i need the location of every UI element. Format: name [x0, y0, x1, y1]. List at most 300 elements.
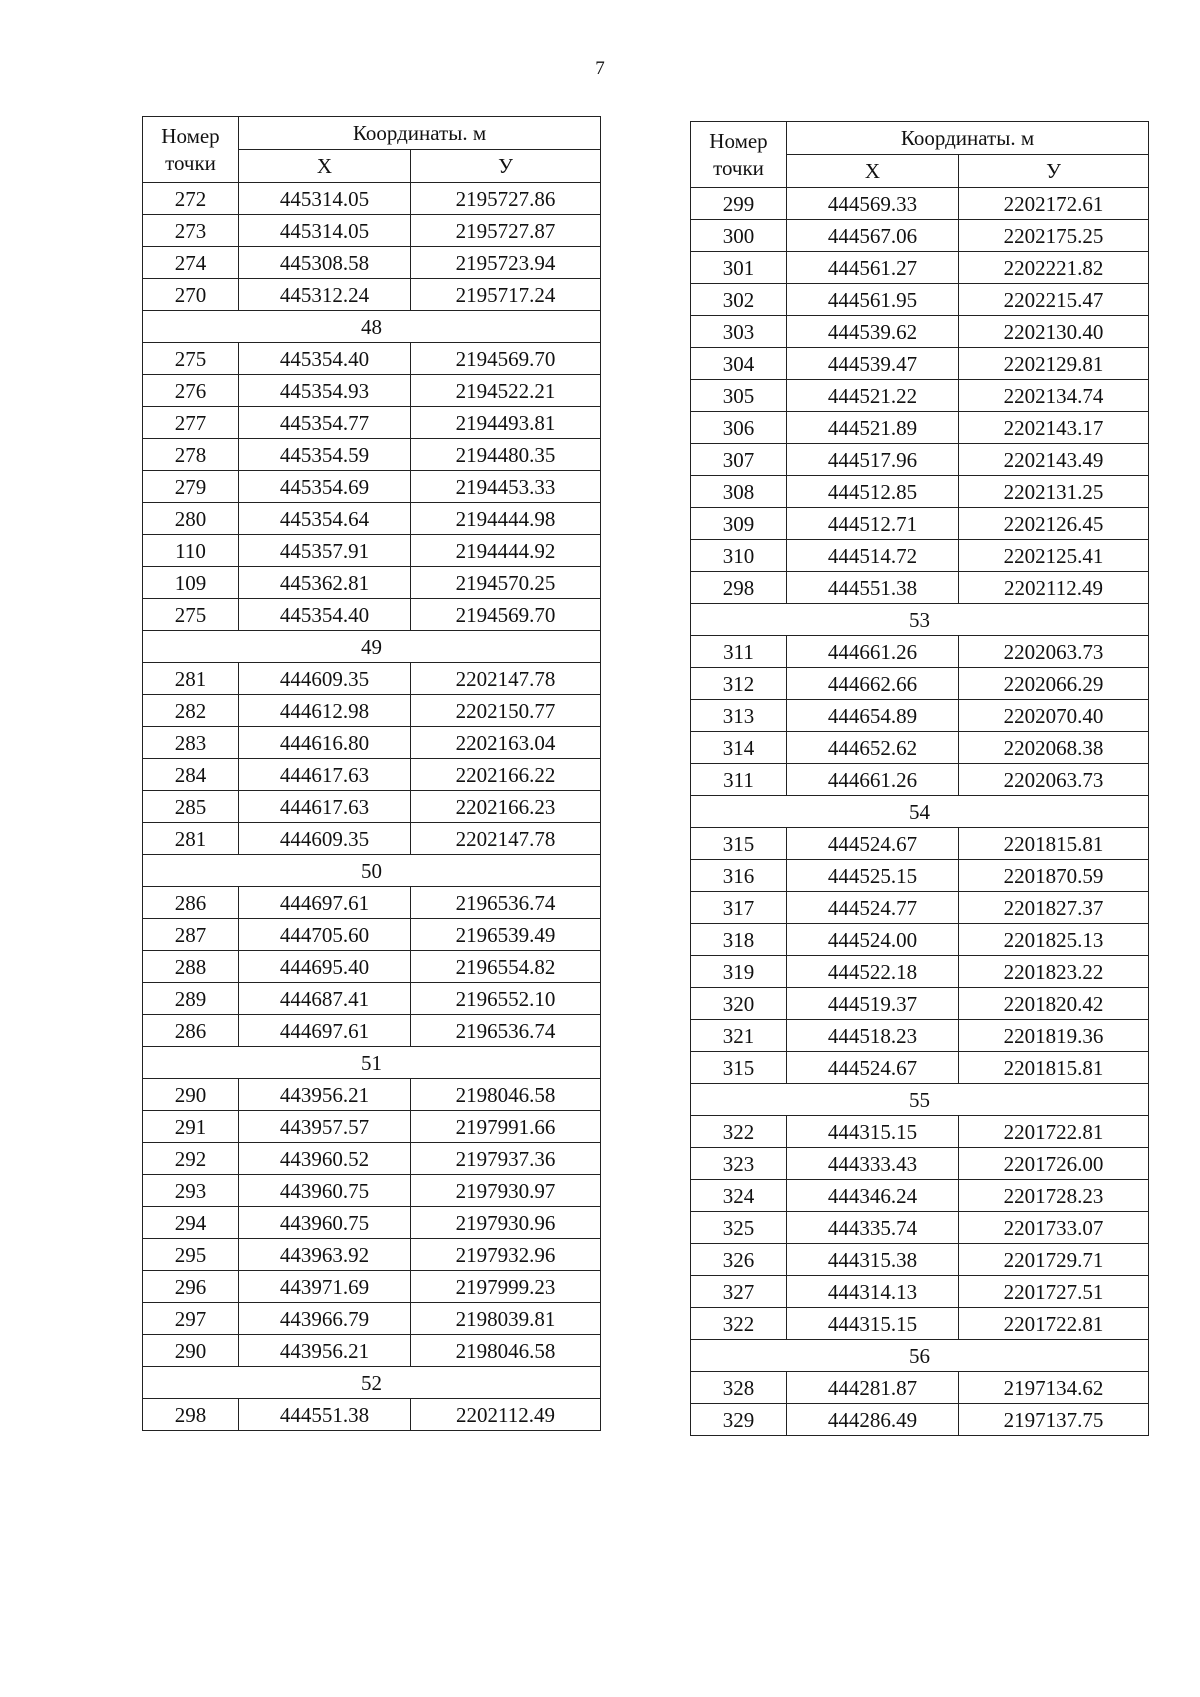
point-number-cell: 284 — [143, 759, 239, 791]
x-coordinate-cell: 445354.69 — [239, 471, 411, 503]
point-number-cell: 320 — [691, 988, 787, 1020]
y-coordinate-cell: 2195727.86 — [411, 183, 601, 215]
point-number-cell: 309 — [691, 508, 787, 540]
section-number: 51 — [143, 1047, 601, 1079]
y-coordinate-cell: 2195727.87 — [411, 215, 601, 247]
table-row — [143, 1175, 601, 1207]
section-number: 52 — [143, 1367, 601, 1399]
y-coordinate-cell: 2201727.51 — [959, 1276, 1149, 1308]
y-coordinate-cell: 2201815.81 — [959, 1052, 1149, 1084]
y-coordinate-cell: 2201722.81 — [959, 1308, 1149, 1340]
x-coordinate-cell: 444652.62 — [787, 732, 959, 764]
point-number-cell: 319 — [691, 956, 787, 988]
point-number-cell: 278 — [143, 439, 239, 471]
point-number-cell: 281 — [143, 823, 239, 855]
table-row — [143, 407, 601, 439]
table-row — [143, 343, 601, 375]
table-row — [143, 247, 601, 279]
table-row — [691, 1020, 1149, 1052]
point-number-cell: 110 — [143, 535, 239, 567]
section-number: 55 — [691, 1084, 1149, 1116]
x-coordinate-cell: 445354.64 — [239, 503, 411, 535]
table-row — [143, 535, 601, 567]
point-number-cell: 109 — [143, 567, 239, 599]
point-number-cell: 297 — [143, 1303, 239, 1335]
y-coordinate-cell: 2202112.49 — [411, 1399, 601, 1431]
y-coordinate-cell: 2197991.66 — [411, 1111, 601, 1143]
y-coordinate-cell: 2202125.41 — [959, 540, 1149, 572]
x-coordinate-cell: 444539.62 — [787, 316, 959, 348]
y-coordinate-cell: 2197932.96 — [411, 1239, 601, 1271]
table-row — [143, 567, 601, 599]
y-coordinate-cell: 2202215.47 — [959, 284, 1149, 316]
point-number-cell: 314 — [691, 732, 787, 764]
y-coordinate-cell: 2201823.22 — [959, 956, 1149, 988]
point-number-cell: 286 — [143, 1015, 239, 1047]
table-row — [691, 252, 1149, 284]
x-coordinate-cell: 444514.72 — [787, 540, 959, 572]
point-number-cell: 329 — [691, 1404, 787, 1436]
x-coordinate-cell: 444522.18 — [787, 956, 959, 988]
point-number-cell: 298 — [143, 1399, 239, 1431]
x-coordinate-cell: 444315.38 — [787, 1244, 959, 1276]
point-number-cell: 322 — [691, 1308, 787, 1340]
table-row — [691, 1308, 1149, 1340]
point-number-cell: 280 — [143, 503, 239, 535]
table-row — [143, 215, 601, 247]
table-row — [691, 732, 1149, 764]
x-coordinate-cell: 444315.15 — [787, 1116, 959, 1148]
point-number-cell: 312 — [691, 668, 787, 700]
y-coordinate-cell: 2201815.81 — [959, 828, 1149, 860]
x-coordinate-cell: 444512.85 — [787, 476, 959, 508]
y-coordinate-cell: 2196554.82 — [411, 951, 601, 983]
y-coordinate-cell: 2201728.23 — [959, 1180, 1149, 1212]
table-row — [143, 503, 601, 535]
table-row — [691, 508, 1149, 540]
point-number-cell: 324 — [691, 1180, 787, 1212]
coordinates-table-left — [142, 116, 601, 1431]
table-row — [691, 1052, 1149, 1084]
section-row — [691, 1084, 1149, 1116]
y-coordinate-cell: 2202143.17 — [959, 412, 1149, 444]
table-row — [143, 919, 601, 951]
section-row — [691, 1340, 1149, 1372]
point-number-cell: 323 — [691, 1148, 787, 1180]
y-coordinate-cell: 2201729.71 — [959, 1244, 1149, 1276]
table-row — [691, 476, 1149, 508]
x-coordinate-cell: 444281.87 — [787, 1372, 959, 1404]
x-header: Х — [239, 150, 411, 183]
table-row — [691, 284, 1149, 316]
y-coordinate-cell: 2196536.74 — [411, 1015, 601, 1047]
y-coordinate-cell: 2202172.61 — [959, 188, 1149, 220]
y-coordinate-cell: 2194570.25 — [411, 567, 601, 599]
point-number-cell: 286 — [143, 887, 239, 919]
point-number-cell: 322 — [691, 1116, 787, 1148]
x-coordinate-cell: 444521.22 — [787, 380, 959, 412]
y-coordinate-cell: 2202221.82 — [959, 252, 1149, 284]
table-row — [143, 823, 601, 855]
y-coordinate-cell: 2201870.59 — [959, 860, 1149, 892]
point-number-cell: 275 — [143, 599, 239, 631]
y-coordinate-cell: 2201825.13 — [959, 924, 1149, 956]
point-number-cell: 305 — [691, 380, 787, 412]
x-coordinate-cell: 444617.63 — [239, 759, 411, 791]
y-coordinate-cell: 2197137.75 — [959, 1404, 1149, 1436]
y-coordinate-cell: 2194444.92 — [411, 535, 601, 567]
y-coordinate-cell: 2194480.35 — [411, 439, 601, 471]
section-number: 49 — [143, 631, 601, 663]
y-coordinate-cell: 2202068.38 — [959, 732, 1149, 764]
point-number-cell: 310 — [691, 540, 787, 572]
x-coordinate-cell: 444561.95 — [787, 284, 959, 316]
x-coordinate-cell: 444661.26 — [787, 764, 959, 796]
x-coordinate-cell: 443960.75 — [239, 1175, 411, 1207]
y-coordinate-cell: 2197930.97 — [411, 1175, 601, 1207]
table-row — [691, 540, 1149, 572]
point-number-cell: 299 — [691, 188, 787, 220]
x-coordinate-cell: 444609.35 — [239, 663, 411, 695]
y-coordinate-cell: 2202143.49 — [959, 444, 1149, 476]
point-number-cell: 283 — [143, 727, 239, 759]
point-number-cell: 273 — [143, 215, 239, 247]
y-coordinate-cell: 2195723.94 — [411, 247, 601, 279]
x-coordinate-cell: 444687.41 — [239, 983, 411, 1015]
y-header: У — [411, 150, 601, 183]
x-coordinate-cell: 444612.98 — [239, 695, 411, 727]
table-body-right — [691, 188, 1149, 1436]
table-row — [143, 663, 601, 695]
point-number-cell: 317 — [691, 892, 787, 924]
x-coordinate-cell: 444567.06 — [787, 220, 959, 252]
y-coordinate-cell: 2202130.40 — [959, 316, 1149, 348]
x-coordinate-cell: 444525.15 — [787, 860, 959, 892]
point-number-cell: 308 — [691, 476, 787, 508]
point-number-cell: 274 — [143, 247, 239, 279]
y-coordinate-cell: 2198046.58 — [411, 1335, 601, 1367]
section-number: 56 — [691, 1340, 1149, 1372]
x-coordinate-cell: 444569.33 — [787, 188, 959, 220]
table-row — [691, 412, 1149, 444]
table-row — [143, 1015, 601, 1047]
table-row — [691, 572, 1149, 604]
y-coordinate-cell: 2196552.10 — [411, 983, 601, 1015]
y-coordinate-cell: 2194522.21 — [411, 375, 601, 407]
y-coordinate-cell: 2198039.81 — [411, 1303, 601, 1335]
y-coordinate-cell: 2201722.81 — [959, 1116, 1149, 1148]
x-coordinate-cell: 444346.24 — [787, 1180, 959, 1212]
y-coordinate-cell: 2196539.49 — [411, 919, 601, 951]
point-number-cell: 277 — [143, 407, 239, 439]
point-number-cell: 287 — [143, 919, 239, 951]
x-coordinate-cell: 445308.58 — [239, 247, 411, 279]
table-row — [691, 636, 1149, 668]
y-coordinate-cell: 2194493.81 — [411, 407, 601, 439]
y-coordinate-cell: 2197937.36 — [411, 1143, 601, 1175]
y-coordinate-cell: 2197930.96 — [411, 1207, 601, 1239]
x-coordinate-cell: 444561.27 — [787, 252, 959, 284]
section-row — [143, 311, 601, 343]
table-row — [143, 1239, 601, 1271]
point-number-cell: 321 — [691, 1020, 787, 1052]
x-header: Х — [787, 155, 959, 188]
section-row — [143, 1367, 601, 1399]
table-row — [691, 188, 1149, 220]
point-number-cell: 303 — [691, 316, 787, 348]
coordinates-table-right — [690, 121, 1149, 1436]
x-coordinate-cell: 444551.38 — [239, 1399, 411, 1431]
x-coordinate-cell: 445357.91 — [239, 535, 411, 567]
table-row — [143, 439, 601, 471]
point-number-cell: 304 — [691, 348, 787, 380]
point-number-header: Номер точки — [143, 117, 239, 183]
y-coordinate-cell: 2194569.70 — [411, 599, 601, 631]
table-row — [143, 279, 601, 311]
point-number-cell: 294 — [143, 1207, 239, 1239]
y-coordinate-cell: 2202063.73 — [959, 764, 1149, 796]
table-row — [691, 860, 1149, 892]
table-row — [143, 727, 601, 759]
point-number-cell: 307 — [691, 444, 787, 476]
section-row — [691, 796, 1149, 828]
x-coordinate-cell: 444286.49 — [787, 1404, 959, 1436]
point-number-cell: 301 — [691, 252, 787, 284]
y-coordinate-cell: 2202070.40 — [959, 700, 1149, 732]
y-coordinate-cell: 2202129.81 — [959, 348, 1149, 380]
table-row — [691, 828, 1149, 860]
point-number-cell: 290 — [143, 1335, 239, 1367]
table-row — [691, 1276, 1149, 1308]
y-coordinate-cell: 2202166.22 — [411, 759, 601, 791]
table-row — [691, 668, 1149, 700]
x-coordinate-cell: 445314.05 — [239, 215, 411, 247]
point-number-cell: 311 — [691, 764, 787, 796]
x-coordinate-cell: 443966.79 — [239, 1303, 411, 1335]
y-coordinate-cell: 2194453.33 — [411, 471, 601, 503]
x-coordinate-cell: 445354.40 — [239, 343, 411, 375]
table-row — [691, 220, 1149, 252]
point-number-cell: 315 — [691, 828, 787, 860]
y-coordinate-cell: 2202175.25 — [959, 220, 1149, 252]
x-coordinate-cell: 443963.92 — [239, 1239, 411, 1271]
point-number-cell: 325 — [691, 1212, 787, 1244]
x-coordinate-cell: 444617.63 — [239, 791, 411, 823]
x-coordinate-cell: 443957.57 — [239, 1111, 411, 1143]
point-number-cell: 270 — [143, 279, 239, 311]
point-number-cell: 276 — [143, 375, 239, 407]
x-coordinate-cell: 444695.40 — [239, 951, 411, 983]
y-coordinate-cell: 2201820.42 — [959, 988, 1149, 1020]
point-number-cell: 326 — [691, 1244, 787, 1276]
point-number-cell: 289 — [143, 983, 239, 1015]
section-row — [143, 631, 601, 663]
y-coordinate-cell: 2198046.58 — [411, 1079, 601, 1111]
table-row — [143, 1335, 601, 1367]
x-coordinate-cell: 443956.21 — [239, 1079, 411, 1111]
y-coordinate-cell: 2202126.45 — [959, 508, 1149, 540]
point-number-header: Номер точки — [691, 122, 787, 188]
table-row — [143, 1399, 601, 1431]
x-coordinate-cell: 444616.80 — [239, 727, 411, 759]
x-coordinate-cell: 444314.13 — [787, 1276, 959, 1308]
x-coordinate-cell: 445354.59 — [239, 439, 411, 471]
x-coordinate-cell: 444551.38 — [787, 572, 959, 604]
section-number: 50 — [143, 855, 601, 887]
y-coordinate-cell: 2202163.04 — [411, 727, 601, 759]
y-coordinate-cell: 2202112.49 — [959, 572, 1149, 604]
table-row — [691, 1212, 1149, 1244]
point-number-cell: 293 — [143, 1175, 239, 1207]
x-coordinate-cell: 445314.05 — [239, 183, 411, 215]
table-row — [143, 1207, 601, 1239]
x-coordinate-cell: 444524.77 — [787, 892, 959, 924]
section-number: 48 — [143, 311, 601, 343]
x-coordinate-cell: 444335.74 — [787, 1212, 959, 1244]
table-row — [143, 1079, 601, 1111]
table-row — [143, 1143, 601, 1175]
y-coordinate-cell: 2202063.73 — [959, 636, 1149, 668]
table-row — [143, 759, 601, 791]
y-coordinate-cell: 2201733.07 — [959, 1212, 1149, 1244]
page-number: 7 — [595, 58, 605, 79]
x-coordinate-cell: 443960.75 — [239, 1207, 411, 1239]
x-coordinate-cell: 444654.89 — [787, 700, 959, 732]
x-coordinate-cell: 444521.89 — [787, 412, 959, 444]
table-row — [143, 951, 601, 983]
table-row — [143, 983, 601, 1015]
table-row — [691, 380, 1149, 412]
y-coordinate-cell: 2202134.74 — [959, 380, 1149, 412]
x-coordinate-cell: 444524.67 — [787, 1052, 959, 1084]
x-coordinate-cell: 444519.37 — [787, 988, 959, 1020]
section-row — [143, 855, 601, 887]
table-row — [143, 1111, 601, 1143]
y-coordinate-cell: 2195717.24 — [411, 279, 601, 311]
y-coordinate-cell: 2194444.98 — [411, 503, 601, 535]
table-row — [691, 956, 1149, 988]
point-number-cell: 281 — [143, 663, 239, 695]
x-coordinate-cell: 444661.26 — [787, 636, 959, 668]
y-coordinate-cell: 2202166.23 — [411, 791, 601, 823]
table-row — [691, 1148, 1149, 1180]
point-number-cell: 306 — [691, 412, 787, 444]
y-coordinate-cell: 2197134.62 — [959, 1372, 1149, 1404]
x-coordinate-cell: 443956.21 — [239, 1335, 411, 1367]
x-coordinate-cell: 445354.93 — [239, 375, 411, 407]
point-number-cell: 328 — [691, 1372, 787, 1404]
x-coordinate-cell: 443960.52 — [239, 1143, 411, 1175]
x-coordinate-cell: 444524.67 — [787, 828, 959, 860]
y-coordinate-cell: 2202147.78 — [411, 663, 601, 695]
y-coordinate-cell: 2202066.29 — [959, 668, 1149, 700]
table-row — [691, 988, 1149, 1020]
table-row — [691, 1116, 1149, 1148]
point-number-cell: 291 — [143, 1111, 239, 1143]
table-row — [143, 695, 601, 727]
x-coordinate-cell: 445354.40 — [239, 599, 411, 631]
x-coordinate-cell: 444539.47 — [787, 348, 959, 380]
x-coordinate-cell: 445354.77 — [239, 407, 411, 439]
table-row — [691, 1372, 1149, 1404]
point-number-cell: 272 — [143, 183, 239, 215]
y-coordinate-cell: 2201827.37 — [959, 892, 1149, 924]
x-coordinate-cell: 443971.69 — [239, 1271, 411, 1303]
point-number-cell: 292 — [143, 1143, 239, 1175]
x-coordinate-cell: 444609.35 — [239, 823, 411, 855]
x-coordinate-cell: 444524.00 — [787, 924, 959, 956]
point-number-cell: 285 — [143, 791, 239, 823]
section-row — [143, 1047, 601, 1079]
table-row — [691, 444, 1149, 476]
point-number-cell: 275 — [143, 343, 239, 375]
x-coordinate-cell: 445362.81 — [239, 567, 411, 599]
y-header: У — [959, 155, 1149, 188]
x-coordinate-cell: 444518.23 — [787, 1020, 959, 1052]
point-number-cell: 302 — [691, 284, 787, 316]
point-number-cell: 316 — [691, 860, 787, 892]
point-number-cell: 311 — [691, 636, 787, 668]
table-row — [143, 1271, 601, 1303]
x-coordinate-cell: 445312.24 — [239, 279, 411, 311]
point-number-cell: 315 — [691, 1052, 787, 1084]
point-number-cell: 327 — [691, 1276, 787, 1308]
point-number-cell: 279 — [143, 471, 239, 503]
point-number-cell: 282 — [143, 695, 239, 727]
table-row — [143, 1303, 601, 1335]
x-coordinate-cell: 444697.61 — [239, 887, 411, 919]
x-coordinate-cell: 444662.66 — [787, 668, 959, 700]
table-row — [691, 316, 1149, 348]
y-coordinate-cell: 2197999.23 — [411, 1271, 601, 1303]
point-number-cell: 318 — [691, 924, 787, 956]
point-number-cell: 300 — [691, 220, 787, 252]
table-row — [143, 183, 601, 215]
table-row — [143, 887, 601, 919]
y-coordinate-cell: 2194569.70 — [411, 343, 601, 375]
point-number-cell: 313 — [691, 700, 787, 732]
coordinates-header: Координаты. м — [239, 117, 601, 150]
table-row — [143, 471, 601, 503]
table-row — [691, 1404, 1149, 1436]
x-coordinate-cell: 444705.60 — [239, 919, 411, 951]
table-row — [143, 791, 601, 823]
table-row — [691, 924, 1149, 956]
x-coordinate-cell: 444315.15 — [787, 1308, 959, 1340]
x-coordinate-cell: 444512.71 — [787, 508, 959, 540]
point-number-cell: 295 — [143, 1239, 239, 1271]
section-number: 54 — [691, 796, 1149, 828]
section-row — [691, 604, 1149, 636]
y-coordinate-cell: 2202131.25 — [959, 476, 1149, 508]
table-row — [691, 892, 1149, 924]
y-coordinate-cell: 2202150.77 — [411, 695, 601, 727]
point-number-cell: 298 — [691, 572, 787, 604]
table-row — [143, 599, 601, 631]
point-number-cell: 288 — [143, 951, 239, 983]
x-coordinate-cell: 444333.43 — [787, 1148, 959, 1180]
section-number: 53 — [691, 604, 1149, 636]
y-coordinate-cell: 2202147.78 — [411, 823, 601, 855]
table-body-left — [143, 183, 601, 1431]
point-number-cell: 296 — [143, 1271, 239, 1303]
table-row — [691, 764, 1149, 796]
table-row — [691, 700, 1149, 732]
y-coordinate-cell: 2201726.00 — [959, 1148, 1149, 1180]
x-coordinate-cell: 444697.61 — [239, 1015, 411, 1047]
x-coordinate-cell: 444517.96 — [787, 444, 959, 476]
y-coordinate-cell: 2196536.74 — [411, 887, 601, 919]
